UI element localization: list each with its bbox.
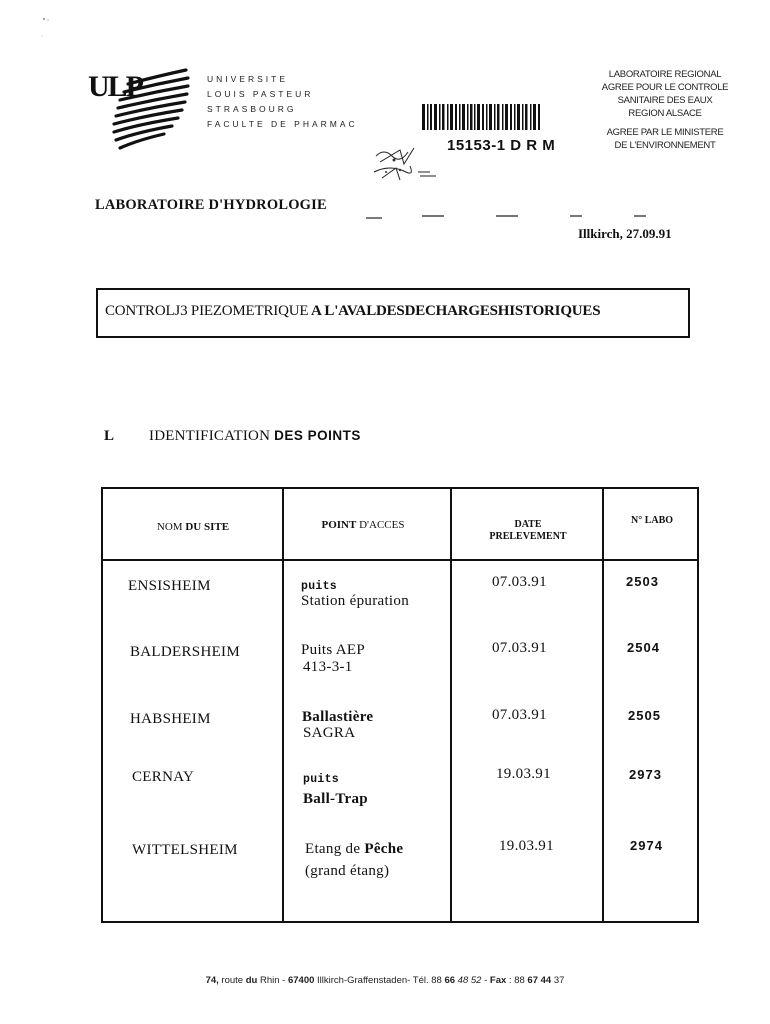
header-text: NOM bbox=[156, 521, 186, 533]
lab-right-line: REGION ALSACE bbox=[628, 108, 702, 119]
header-date bbox=[453, 519, 603, 543]
table-header-rule bbox=[103, 559, 697, 561]
cell-date: 19.03.91 bbox=[499, 838, 554, 854]
university-line: FACULTE DE PHARMAC bbox=[207, 119, 358, 129]
footer-part: Illkirch-Graffenstaden- Tél. 88 bbox=[314, 975, 445, 986]
cell-labo: 2974 bbox=[630, 838, 663, 853]
footer-part: route bbox=[218, 975, 246, 986]
footer-part: Rhin - bbox=[257, 975, 288, 986]
cell-access: puits bbox=[301, 580, 338, 593]
cell-access-part: Etang de bbox=[305, 841, 365, 857]
table-divider bbox=[282, 489, 284, 921]
footer-address bbox=[0, 975, 770, 986]
university-line: STRASBOURG bbox=[207, 104, 297, 114]
title-part: PIEZOMETRIQUE bbox=[190, 303, 309, 319]
cell-access: puits bbox=[303, 773, 340, 786]
stamp-mark bbox=[370, 142, 460, 184]
header-text: POINT bbox=[321, 519, 357, 531]
section-title-plain: IDENTIFICATION bbox=[149, 428, 275, 444]
cell-access: 413-3-1 bbox=[303, 659, 353, 675]
cell-access: Ball-Trap bbox=[303, 791, 368, 807]
university-line: UNIVERSITE bbox=[207, 74, 289, 84]
title-part: CONTROLJ3 bbox=[105, 303, 191, 319]
cell-date: 07.03.91 bbox=[492, 574, 547, 590]
cell-date: 19.03.91 bbox=[496, 766, 551, 782]
footer-part: 48 52 bbox=[455, 975, 482, 986]
footer-part: - bbox=[481, 975, 490, 986]
cell-date: 07.03.91 bbox=[492, 707, 547, 723]
cell-site: CERNAY bbox=[132, 769, 195, 785]
cell-access: SAGRA bbox=[303, 725, 356, 741]
table-divider bbox=[450, 489, 452, 921]
section-title bbox=[149, 428, 361, 445]
svg-text:ULP: ULP bbox=[88, 70, 142, 103]
cell-labo: 2973 bbox=[629, 767, 662, 782]
cell-labo: 2504 bbox=[627, 640, 660, 655]
lab-right-line: SANITAIRE DES EAUX bbox=[617, 95, 713, 106]
document-title bbox=[105, 303, 600, 320]
regional-lab-block bbox=[590, 68, 740, 152]
header-text: DU SITE bbox=[185, 521, 230, 533]
lab-right-line: AGREE PAR LE MINISTERE bbox=[606, 127, 724, 138]
section-title-bold: DES POINTS bbox=[274, 428, 361, 443]
footer-part: 37 bbox=[551, 975, 565, 986]
footer-part: : 88 bbox=[506, 975, 528, 986]
footer-part: 67 44 bbox=[527, 975, 552, 986]
dash-marks bbox=[364, 204, 654, 220]
university-block bbox=[207, 72, 358, 132]
cell-date: 07.03.91 bbox=[492, 640, 547, 656]
table-divider bbox=[602, 489, 604, 921]
header-text: DATE bbox=[514, 519, 542, 530]
header-site bbox=[113, 521, 273, 533]
cell-site: HABSHEIM bbox=[130, 711, 211, 727]
cell-labo: 2505 bbox=[628, 708, 661, 723]
cell-access: Station épuration bbox=[301, 593, 409, 609]
cell-access: Ballastière bbox=[302, 709, 374, 725]
cell-site: BALDERSHEIM bbox=[130, 644, 240, 660]
cell-site: WITTELSHEIM bbox=[132, 842, 238, 858]
header-access bbox=[288, 519, 438, 531]
footer-part: 67400 bbox=[287, 975, 315, 986]
footer-part: du bbox=[245, 975, 258, 986]
ulp-logo bbox=[88, 66, 196, 156]
document-title-box bbox=[96, 288, 690, 338]
university-line: LOUIS PASTEUR bbox=[207, 89, 314, 99]
cell-access: Puits AEP bbox=[301, 642, 365, 658]
lab-right-line: DE L'ENVIRONNEMENT bbox=[614, 140, 716, 151]
place-date: Illkirch, 27.09.91 bbox=[578, 226, 672, 241]
barcode-number: 15153-1 D R M bbox=[447, 137, 556, 154]
section-number: L bbox=[104, 428, 115, 444]
footer-part: Fax bbox=[489, 975, 507, 986]
lab-right-line: AGREE POUR LE CONTROLE bbox=[601, 82, 729, 93]
cell-access bbox=[305, 840, 403, 858]
footer-part: 74, bbox=[205, 975, 219, 986]
lab-name: LABORATOIRE D'HYDROLOGIE bbox=[95, 197, 327, 213]
cell-access-part: Pêche bbox=[364, 841, 404, 857]
lab-right-line: LABORATOIRE REGIONAL bbox=[608, 69, 722, 80]
identification-table bbox=[101, 487, 699, 923]
cell-labo: 2503 bbox=[626, 574, 659, 589]
barcode bbox=[422, 104, 540, 130]
title-part: A L'AVALDESDECHARGESHISTORIQUES bbox=[308, 303, 601, 319]
header-labo: N° LABO bbox=[630, 515, 674, 526]
footer-part: 66 bbox=[444, 975, 456, 986]
scan-speck bbox=[40, 14, 60, 44]
header-text: D'ACCES bbox=[356, 519, 405, 531]
cell-access: (grand étang) bbox=[305, 863, 390, 879]
cell-site: ENSISHEIM bbox=[128, 578, 211, 594]
header-text: PRELEVEMENT bbox=[489, 531, 567, 542]
